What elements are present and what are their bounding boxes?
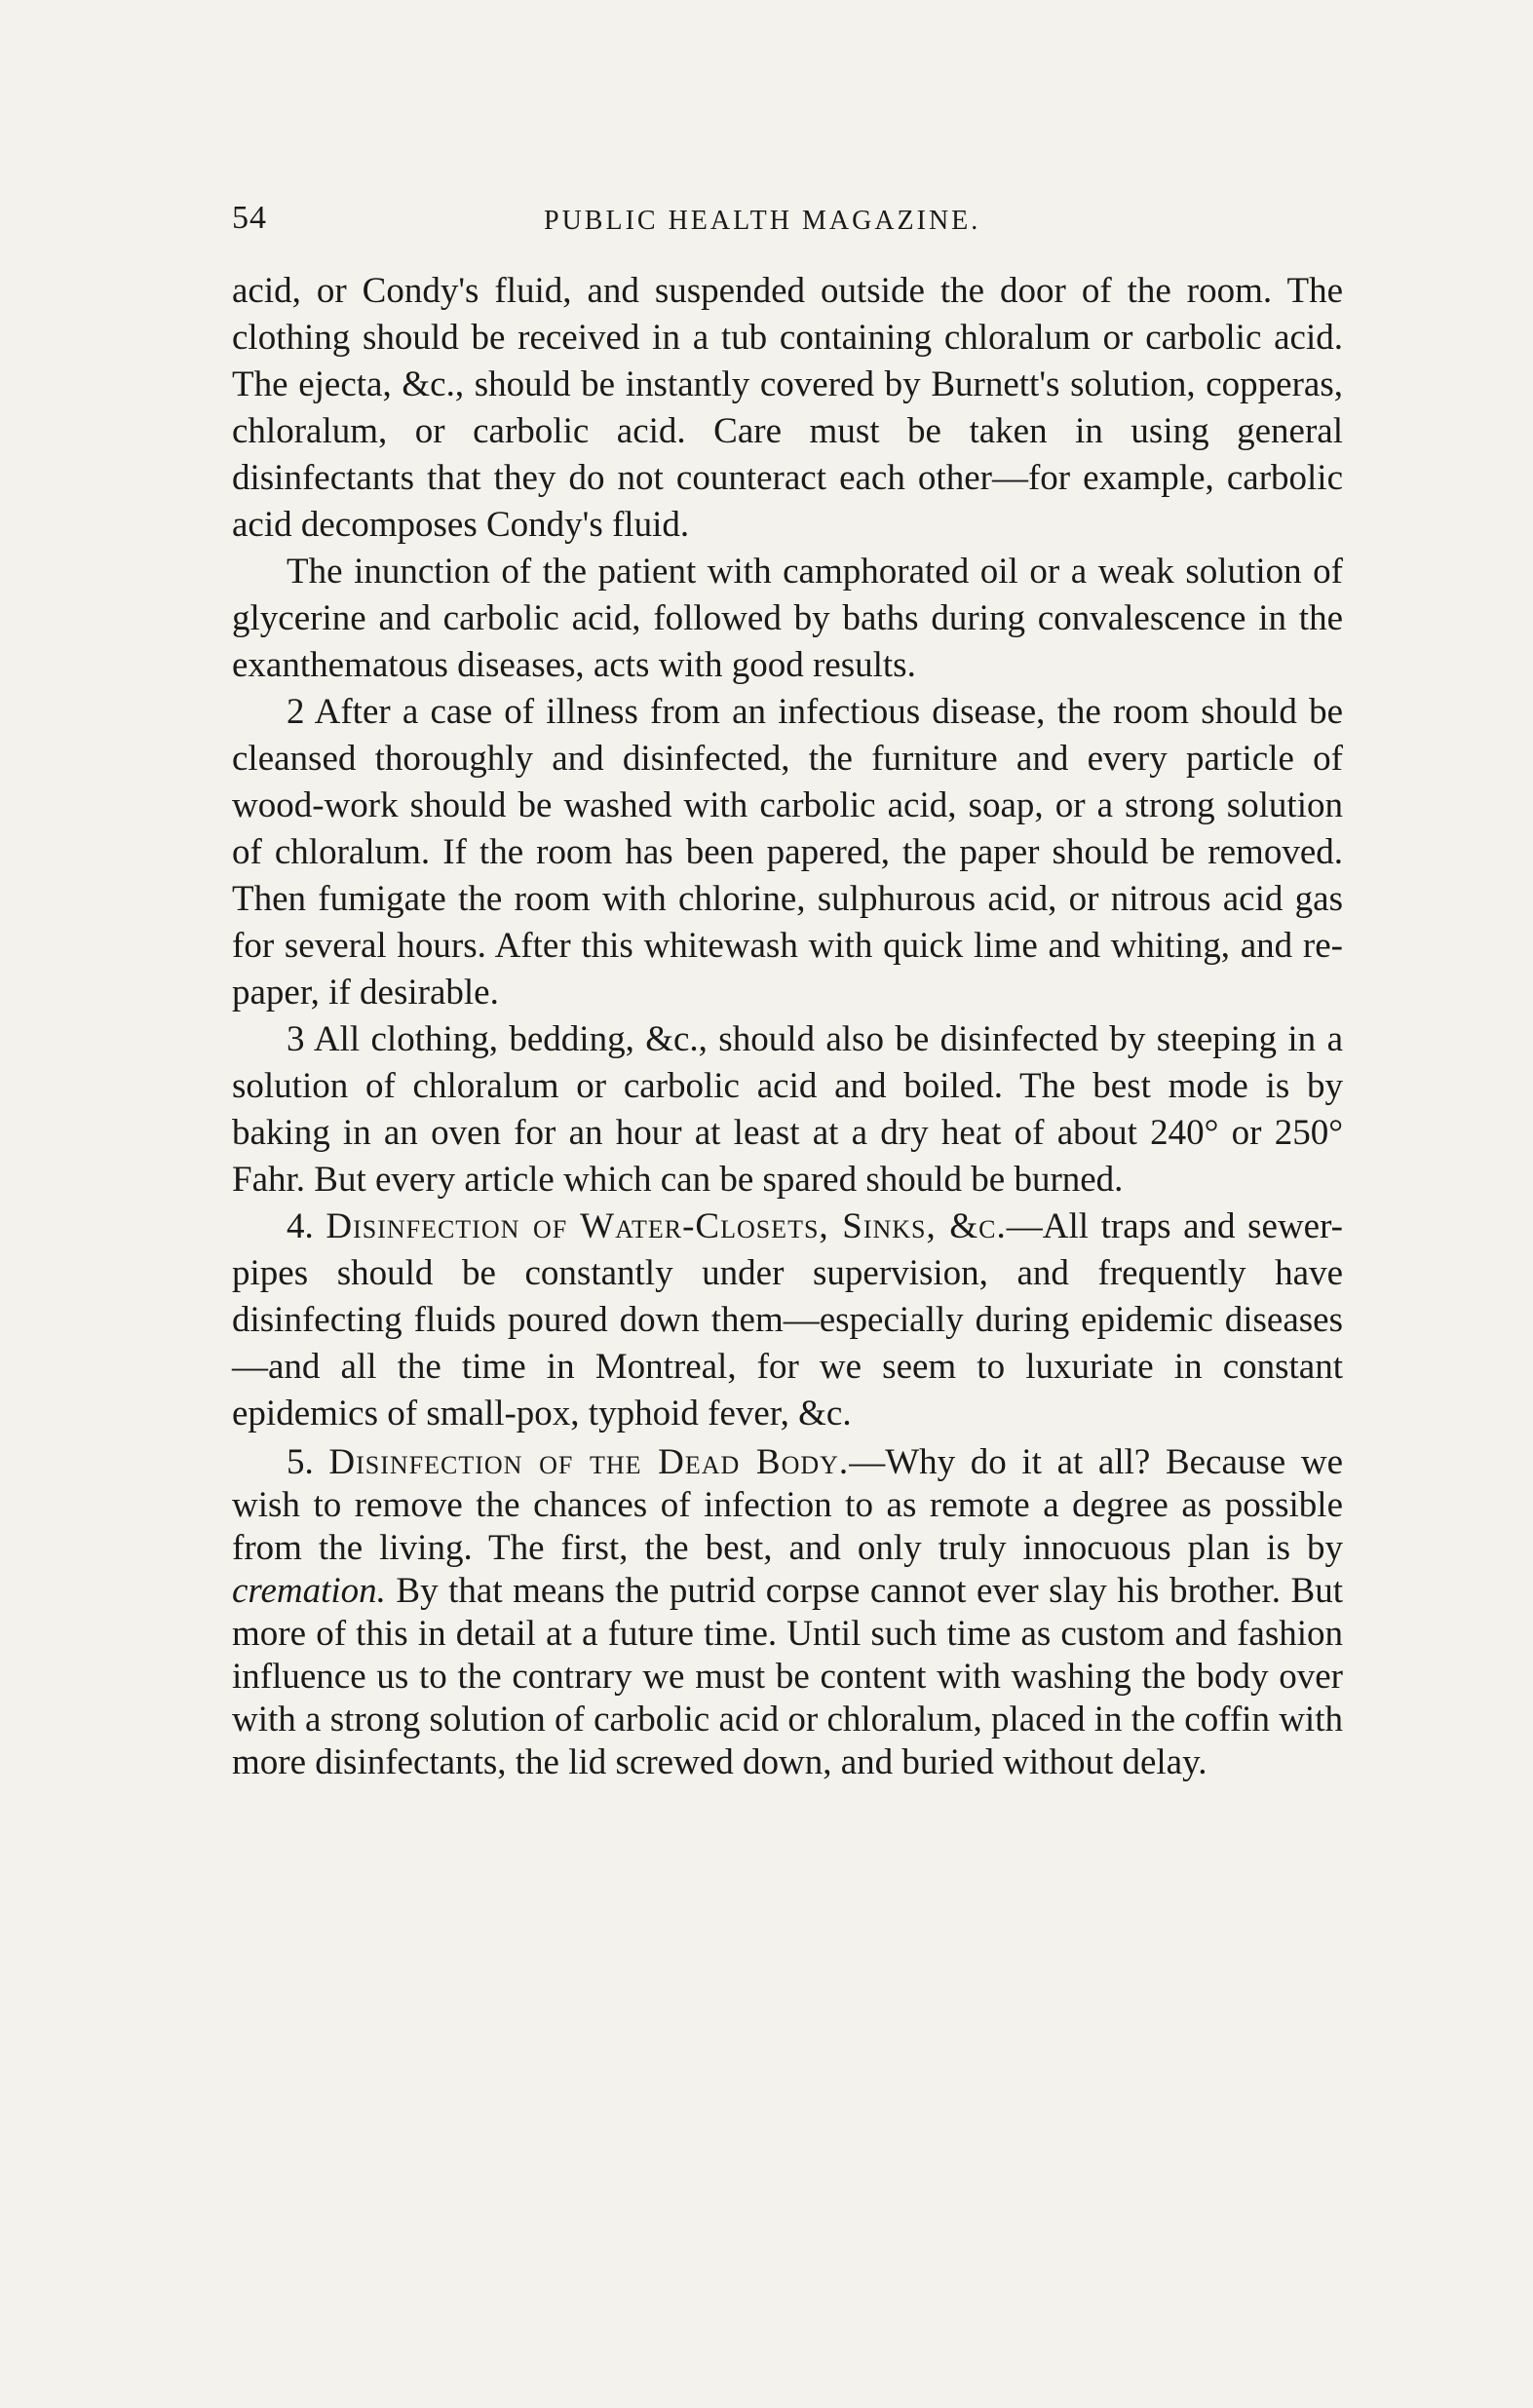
section-5-heading: Disinfection of the Dead Body. bbox=[328, 1442, 850, 1482]
section-5-block bbox=[232, 1441, 1343, 1784]
paragraph-section-5 bbox=[232, 1441, 1343, 1784]
paragraph-continued: acid, or Condy's fluid, and suspended outside the door of the room. The clothing should be received in a tub containing chloralum or carbolic acid. The ejecta, &c., should be instantly covered by Burnett's solution, copperas, chloralum, or carbolic acid. Care must be taken in using general disinfectants that they do not counteract each other—for example, carbolic acid decomposes Condy's fluid. bbox=[232, 271, 1343, 545]
section-4-heading: Disinfection of Water-Closets, Sinks, &c. bbox=[326, 1206, 1007, 1246]
section-5-number: 5. bbox=[287, 1442, 314, 1482]
paragraph-section-3: 3 All clothing, bedding, &c., should also be disinfected by steeping in a solution of chloralum or carbolic acid and boiled. The best mode is by baking in an oven for an hour at least at a dry heat of about 240° or 250° Fahr. But every article which can be spared should be burned. bbox=[232, 1019, 1343, 1200]
section-5-text-after: By that means the putrid corpse cannot ever slay his brother. But more of this in detail at a future time. Until such time as custom and fashion influence us to the contrary we must be content with washing the body over with a strong solution of carbolic acid or chloralum, placed in the coffin with more disinfectants, the lid screwed down, and buried without delay. bbox=[232, 1571, 1343, 1782]
paragraph-section-2: 2 After a case of illness from an infectious disease, the room should be cleansed thoroughly and disinfected, the furniture and every particle of wood-work should be washed with carbolic acid, soap, or a strong solution of chloralum. If the room has been papered, the paper should be removed. Then fumigate the room with chlorine, sulphurous acid, or nitrous acid gas for several hours. After this whitewash with quick lime and whiting, and re-paper, if desirable. bbox=[232, 692, 1343, 1013]
section-4-number: 4. bbox=[287, 1206, 314, 1246]
section-5-emphasis: cremation. bbox=[232, 1571, 386, 1611]
section-5-text-before: —Why do it at all? Because we wish to remove the chances of infection to as remote a degree as possible from the living. The first, the best, and only truly innocuous plan is by bbox=[232, 1442, 1344, 1568]
paragraph-inunction: The inunction of the patient with camphorated oil or a weak solution of glycerine and carbolic acid, followed by baths during convalescence in the exanthematous diseases, acts with good results. bbox=[232, 552, 1343, 685]
running-title: PUBLIC HEALTH MAGAZINE. bbox=[544, 206, 981, 236]
running-head bbox=[232, 200, 1343, 248]
section-4-text: —All traps and sewer-pipes should be constantly under supervision, and frequently have disinfecting fluids poured down them—especially during epidemic diseases—and all the time in Montreal, for we seem to luxuriate in constant epidemics of small-pox, typhoid fever, &c. bbox=[232, 1206, 1343, 1433]
paragraph-section-4 bbox=[232, 1204, 1343, 1437]
page-number: 54 bbox=[232, 200, 267, 236]
body-text bbox=[232, 268, 1343, 1784]
document-page bbox=[232, 200, 1343, 1784]
